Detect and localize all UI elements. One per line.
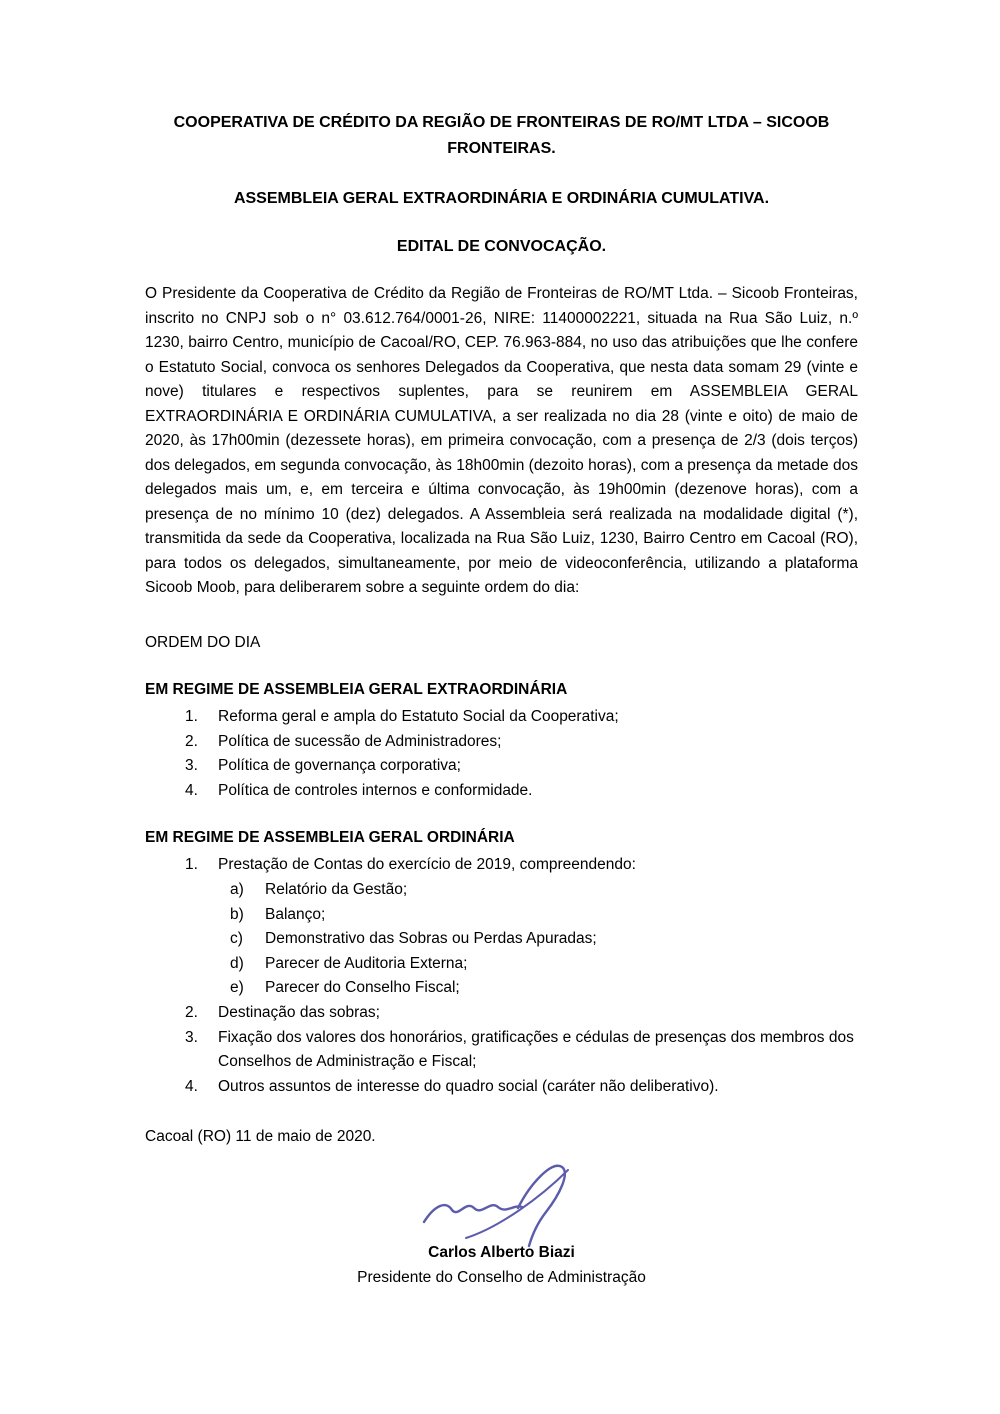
agenda-subitem bbox=[230, 927, 858, 952]
agenda-item-marker: 3. bbox=[185, 757, 198, 775]
section-heading-ordinaria: EM REGIME DE ASSEMBLEIA GERAL ORDINÁRIA bbox=[145, 829, 515, 847]
agenda-item bbox=[185, 779, 858, 804]
agenda-subitem bbox=[230, 976, 858, 1001]
agenda-item-text: Outros assuntos de interesse do quadro social (caráter não deliberativo). bbox=[218, 1077, 719, 1095]
agenda-item bbox=[185, 730, 858, 755]
section-heading-extraordinaria: EM REGIME DE ASSEMBLEIA GERAL EXTRAORDINÁRIA bbox=[145, 681, 568, 698]
agenda-subitem-text: Balanço; bbox=[265, 905, 326, 923]
agenda-subitem-marker: e) bbox=[230, 979, 244, 997]
agenda-item-text: Política de governança corporativa; bbox=[218, 757, 461, 775]
agenda-item-text: Reforma geral e ampla do Estatuto Social da Cooperativa; bbox=[218, 708, 619, 725]
signer-name: Carlos Alberto Biazi bbox=[428, 1243, 575, 1261]
document-subtitle: ASSEMBLEIA GERAL EXTRAORDINÁRIA E ORDINÁRIA CUMULATIVA. bbox=[233, 190, 770, 207]
agenda-item-marker: 2. bbox=[185, 732, 198, 750]
agenda-item-text: Prestação de Contas do exercício de 2019, compreendendo: bbox=[218, 856, 636, 874]
agenda-subitem-marker: a) bbox=[230, 880, 244, 898]
signer-role: Presidente do Conselho de Administração bbox=[357, 1268, 646, 1286]
signature-block bbox=[145, 1154, 858, 1290]
signature-ink-scribble bbox=[412, 1154, 592, 1254]
agenda-item-marker: 1. bbox=[185, 856, 198, 874]
agenda-item bbox=[185, 1075, 858, 1100]
agenda-subitem-marker: c) bbox=[230, 930, 243, 948]
agenda-item bbox=[185, 705, 858, 730]
intro-paragraph: O Presidente da Cooperativa de Crédito da Região de Fronteiras de RO/MT Ltda. – Sicoob Fronteiras, inscrito no CNPJ sob o n° 03.612.764/0001-26, NIRE: 11400002221, situada na Rua São Luiz, n.º 1230, bairro Centro, município de Cacoal/RO, CEP. 76.963-884, no uso das atribuições que lhe confere o Estatuto Social, convoca os senhores Delegados da Cooperativa, que nesta data somam 29 (vinte e nove) titulares e respectivos suplentes, para se reunirem em ASSEMBLEIA GERAL EXTRAORDINÁRIA E ORDINÁRIA CUMULATIVA, a ser realizada no dia 28 (vinte e oito) de maio de 2020, às 17h00min (dezessete horas), em primeira convocação, com a presença de 2/3 (dois terços) dos delegados, em segunda convocação, às 18h00min (dezoito horas), com a presença da metade dos delegados mais um, e, em terceira e última convocação, às 19h00min (dezenove horas), com a presença de no mínimo 10 (dez) delegados. A Assembleia será realizada na modalidade digital (*), transmitida da sede da Cooperativa, localizada na Rua São Luiz, 1230, Bairro Centro em Cacoal (RO), para todos os delegados, simultaneamente, por meio de videoconferência, utilizando a plataforma Sicoob Moob, para deliberarem sobre a seguinte ordem do dia: bbox=[145, 285, 858, 596]
agenda-list-extraordinaria bbox=[145, 705, 858, 803]
agenda-subitem-text: Parecer do Conselho Fiscal; bbox=[265, 979, 460, 997]
agenda-item-marker: 4. bbox=[185, 781, 198, 799]
agenda-item-text: Fixação dos valores dos honorários, gratificações e cédulas de presenças dos membros dos Conselhos de Administração e Fiscal; bbox=[218, 1028, 854, 1071]
agenda-subitem bbox=[230, 878, 858, 903]
agenda-item-marker: 3. bbox=[185, 1028, 198, 1046]
agenda-item-marker: 1. bbox=[185, 708, 198, 725]
agenda-item bbox=[185, 1026, 858, 1075]
agenda-subitem-marker: d) bbox=[230, 954, 244, 972]
agenda-list-ordinaria bbox=[145, 853, 858, 1099]
order-of-day-label: ORDEM DO DIA bbox=[145, 633, 261, 651]
agenda-item-marker: 2. bbox=[185, 1003, 198, 1021]
agenda-subitem bbox=[230, 903, 858, 928]
signature-stroke-main bbox=[424, 1205, 522, 1222]
agenda-subitem-text: Parecer de Auditoria Externa; bbox=[265, 954, 468, 972]
agenda-item bbox=[185, 1001, 858, 1026]
agenda-item bbox=[185, 754, 858, 779]
agenda-subitem-text: Demonstrativo das Sobras ou Perdas Apuradas; bbox=[265, 930, 597, 948]
agenda-item bbox=[185, 853, 858, 878]
agenda-subitem-text: Relatório da Gestão; bbox=[265, 880, 408, 898]
document-title: COOPERATIVA DE CRÉDITO DA REGIÃO DE FRONTEIRAS DE RO/MT LTDA – SICOOB FRONTEIRAS. bbox=[173, 114, 830, 157]
agenda-item-text: Política de sucessão de Administradores; bbox=[218, 732, 502, 750]
agenda-subitem bbox=[230, 952, 858, 977]
agenda-item-text: Política de controles internos e conformidade. bbox=[218, 781, 533, 799]
agenda-subitem-marker: b) bbox=[230, 905, 244, 923]
agenda-item-text: Destinação das sobras; bbox=[218, 1003, 380, 1021]
edital-heading: EDITAL DE CONVOCAÇÃO. bbox=[396, 238, 607, 255]
agenda-item-marker: 4. bbox=[185, 1077, 198, 1095]
date-line: Cacoal (RO) 11 de maio de 2020. bbox=[145, 1128, 376, 1146]
